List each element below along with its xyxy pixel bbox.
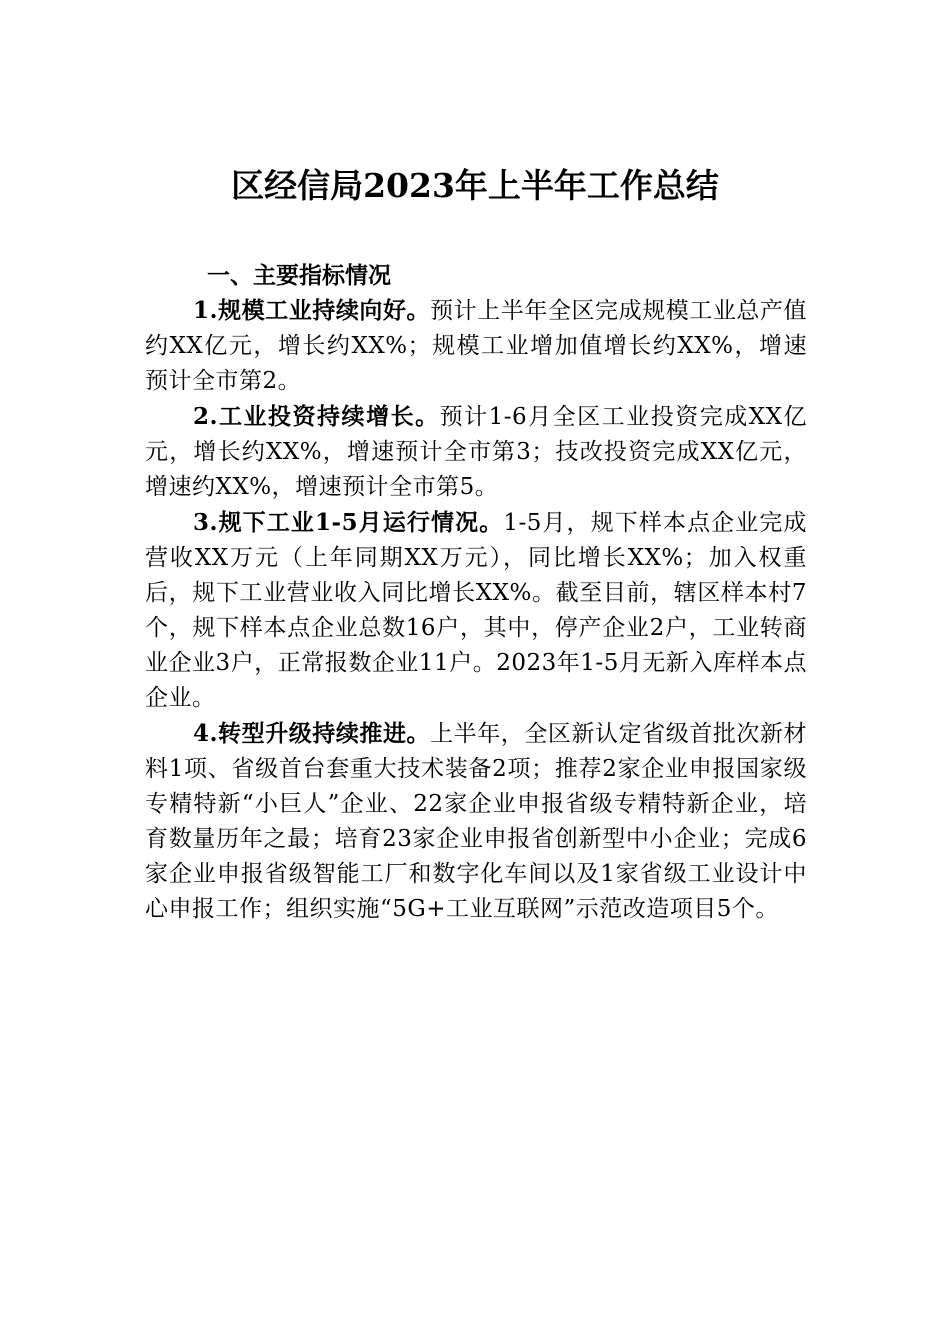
paragraph-2-text: 预计1-6月全区工业投资完成XX亿元，增长约XX%，增速预计全市第3；技改投资完成XX亿元，增速约XX%，增速预计全市第5。 xyxy=(145,404,807,500)
paragraph-1-text: 预计上半年全区完成规模工业总产值约XX亿元，增长约XX%；规模工业增加值增长约XX%，增速预计全市第2。 xyxy=(145,298,808,394)
paragraph-3-lead: 3.规下工业1-5月运行情况。 xyxy=(193,509,504,536)
paragraph-4-lead: 4.转型升级持续推进。 xyxy=(193,720,431,747)
section-heading: 一、主要指标情况 xyxy=(207,262,391,289)
paragraph-1-lead: 1.规模工业持续向好。 xyxy=(193,297,431,324)
document-body xyxy=(145,258,807,927)
paragraph-4 xyxy=(145,716,807,927)
document-title: 区经信局2023年上半年工作总结 xyxy=(231,166,719,205)
paragraph-3-text: 1-5月，规下样本点企业完成营收XX万元（上年同期XX万元），同比增长XX%；加入权重后，规下工业营业收入同比增长XX%。截至目前，辖区样本村7个，规下样本点企业总数16户，其中，停产企业2户，工业转商业企业3户，正常报数企业11户。2023年1-5月无新入库样本点企业。 xyxy=(145,510,807,711)
paragraph-2-lead: 2.工业投资持续增长。 xyxy=(193,403,440,430)
paragraph-1 xyxy=(145,293,807,399)
paragraph-4-text: 上半年，全区新认定省级首批次新材料1项、省级首台套重大技术装备2项；推荐2家企业申报国家级专精特新“小巨人”企业、22家企业申报省级专精特新企业，培育数量历年之最；培育23家企业申报省创新型中小企业；完成6家企业申报省级智能工厂和数字化车间以及1家省级工业设计中心申报工作；组织实施“5G+工业互联网”示范改造项目5个。 xyxy=(145,721,808,922)
paragraph-3 xyxy=(145,505,807,716)
paragraph-2 xyxy=(145,399,807,505)
